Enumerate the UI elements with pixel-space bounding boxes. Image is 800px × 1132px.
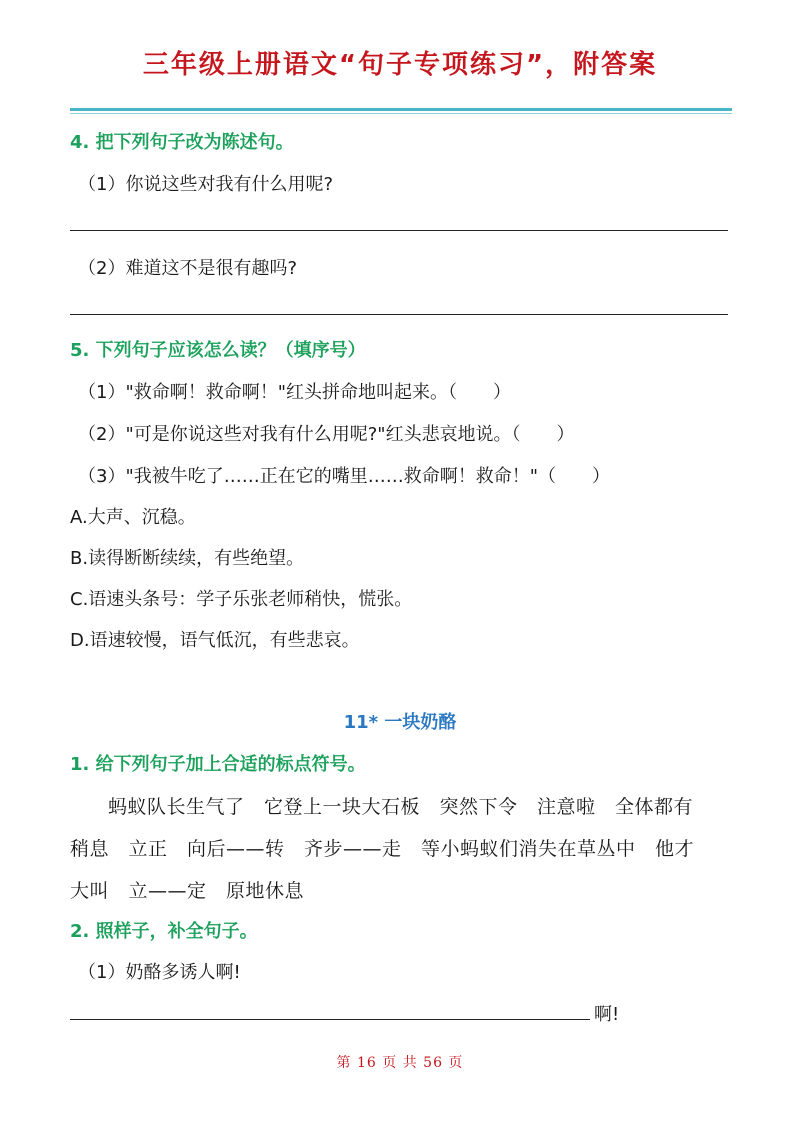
lesson-title: 11* 一块奶酪 — [343, 712, 457, 733]
title-divider — [70, 108, 732, 111]
l2-heading: 2. 照样子，补全句子。 — [70, 921, 258, 942]
l1-line-2: 稍息 立正 向后——转 齐步——走 等小蚂蚁们消失在草丛中 他才 — [70, 838, 695, 860]
page-title: 三年级上册语文“句子专项练习”，附答案 — [142, 50, 658, 80]
l1-line-1: 蚂蚁队长生气了 它登上一块大石板 突然下令 注意啦 全体都有 — [108, 796, 694, 818]
q5-item-2: （2）"可是你说这些对我有什么用呢?"红头悲哀地说。（ ） — [78, 424, 575, 445]
q5-option-a: A.大声、沉稳。 — [70, 507, 196, 528]
l2-tail: 啊! — [594, 1004, 620, 1025]
q5-heading: 5. 下列句子应该怎么读？（填序号） — [70, 340, 366, 361]
q5-option-c: C.语速头条号：学子乐张老师稍快，慌张。 — [70, 589, 413, 610]
title-divider-thin — [70, 113, 732, 114]
l1-line-3: 大叫 立——定 原地休息 — [70, 880, 305, 902]
q5-item-3: （3）"我被牛吃了……正在它的嘴里……救命啊！救命！"（ ） — [78, 466, 611, 487]
l1-heading: 1. 给下列句子加上合适的标点符号。 — [70, 754, 366, 775]
q4-item-1: （1）你说这些对我有什么用呢? — [78, 174, 334, 195]
l2-answer-line[interactable] — [70, 1019, 590, 1020]
q4-answer-line-1[interactable] — [70, 230, 728, 231]
l2-item-1: （1）奶酪多诱人啊! — [78, 962, 241, 983]
q5-item-1: （1）"救命啊！救命啊！"红头拼命地叫起来。（ ） — [78, 382, 512, 403]
q4-heading: 4. 把下列句子改为陈述句。 — [70, 132, 294, 153]
page-number: 第 16 页 共 56 页 — [336, 1055, 464, 1071]
q4-answer-line-2[interactable] — [70, 314, 728, 315]
q5-option-b: B.读得断断续续，有些绝望。 — [70, 548, 305, 569]
q5-option-d: D.语速较慢，语气低沉，有些悲哀。 — [70, 630, 360, 651]
q4-item-2: （2）难道这不是很有趣吗? — [78, 258, 298, 279]
